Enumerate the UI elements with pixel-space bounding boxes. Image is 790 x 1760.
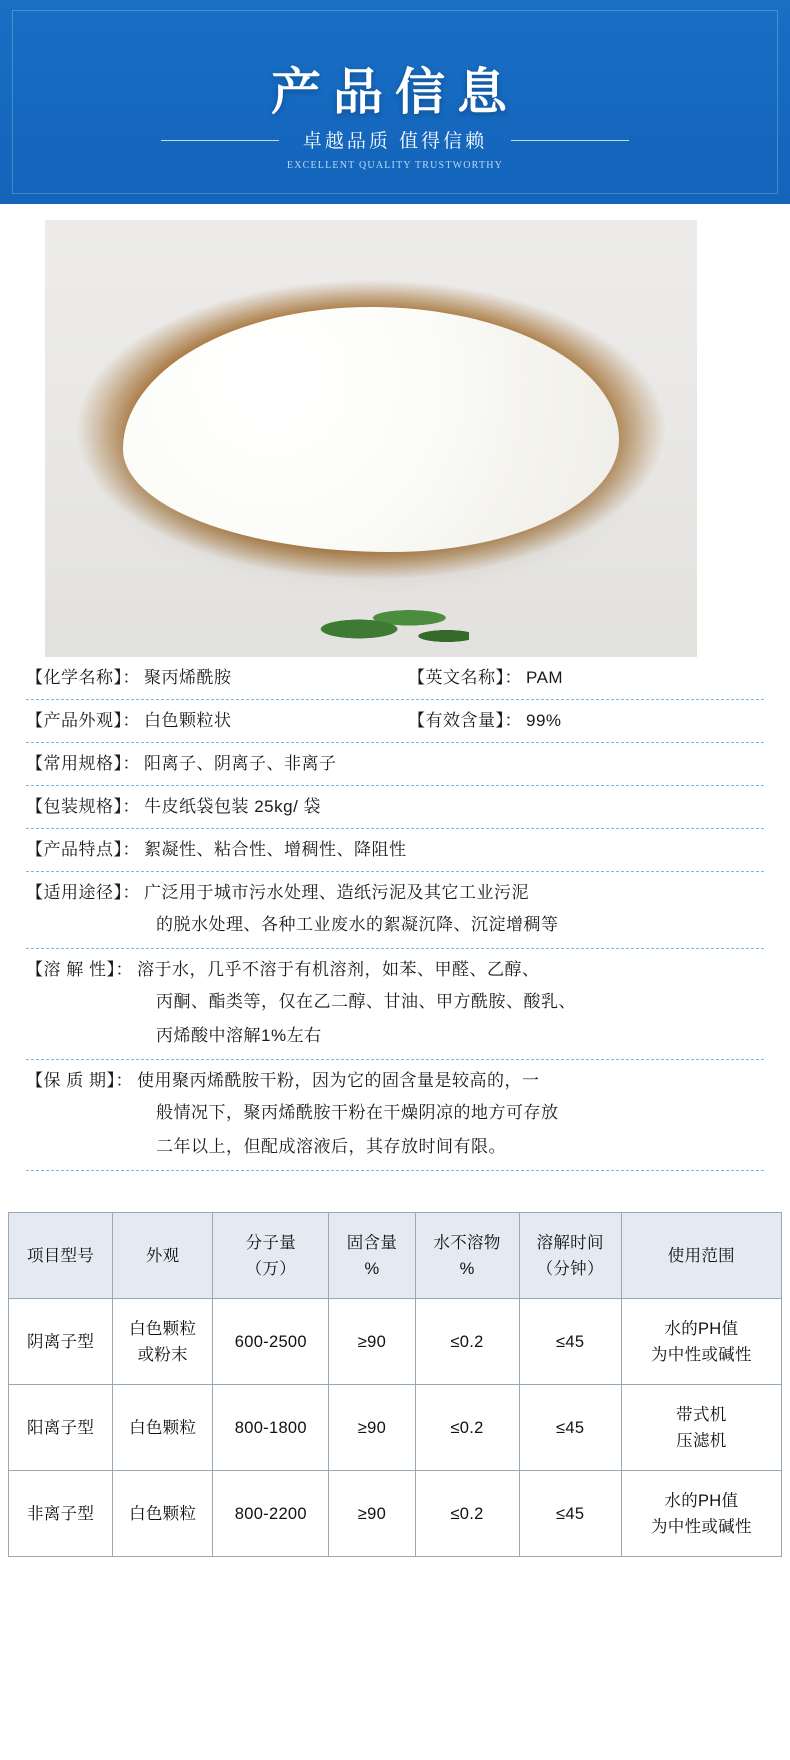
column-header-line: 水不溶物 xyxy=(433,1233,501,1252)
spec-row xyxy=(26,955,764,1060)
cell-usage xyxy=(621,1299,781,1385)
cell-solid-content: ≥90 xyxy=(329,1385,415,1471)
cell-appearance xyxy=(113,1385,213,1471)
product-photo-image xyxy=(45,220,697,657)
spec-row xyxy=(26,706,764,743)
spec-label: 【包装规格】： xyxy=(26,797,140,816)
column-header-line: 固含量 xyxy=(346,1233,398,1252)
cell-insoluble: ≤0.2 xyxy=(415,1471,519,1557)
column-header-solid-content xyxy=(329,1213,415,1299)
specification-list xyxy=(26,663,764,1177)
page-title: 产品信息 xyxy=(271,64,519,120)
spec-value-continued: 二年以上，但配成溶液后，其存放时间有限。 xyxy=(156,1137,506,1156)
parameter-table xyxy=(8,1212,782,1557)
cell-insoluble: ≤0.2 xyxy=(415,1299,519,1385)
cell-line: 白色颗粒 xyxy=(129,1418,197,1437)
cell-line: 为中性或碱性 xyxy=(650,1517,752,1536)
granule-pile xyxy=(123,307,619,552)
spec-value-secondary: PAM xyxy=(526,668,564,687)
spec-value: 溶于水，几乎不溶于有机溶剂，如苯、甲醛、乙醇、 xyxy=(136,960,540,979)
spec-value: 牛皮纸袋包装 25kg/ 袋 xyxy=(144,797,322,816)
spec-row xyxy=(26,878,764,949)
cell-line: 压滤机 xyxy=(676,1431,727,1450)
banner-subtitle-wrap xyxy=(0,126,790,153)
column-header-dissolve-time xyxy=(519,1213,621,1299)
spec-row xyxy=(26,792,764,829)
cell-dissolve-time: ≤45 xyxy=(519,1299,621,1385)
cell-model: 阳离子型 xyxy=(9,1385,113,1471)
spec-value: 使用聚丙烯酰胺干粉，因为它的固含量是较高的，一 xyxy=(136,1071,540,1090)
banner-subtitle: 卓越品质 值得信赖 xyxy=(269,126,521,153)
spec-label: 【保 质 期】： xyxy=(26,1071,133,1090)
page-banner xyxy=(0,0,790,204)
column-header-line: 分子量 xyxy=(245,1233,297,1252)
table-row xyxy=(9,1471,782,1557)
cell-line: 为中性或碱性 xyxy=(650,1345,752,1364)
spec-value: 阳离子、阴离子、非离子 xyxy=(144,754,337,773)
cell-molecular-weight: 600-2500 xyxy=(213,1299,329,1385)
column-header-appearance: 外观 xyxy=(113,1213,213,1299)
column-header-insoluble xyxy=(415,1213,519,1299)
product-photo xyxy=(45,220,697,657)
spec-value: 絮凝性、粘合性、增稠性、降阻性 xyxy=(144,840,407,859)
spec-label: 【化学名称】： xyxy=(26,668,140,687)
cell-dissolve-time: ≤45 xyxy=(519,1385,621,1471)
table-row xyxy=(9,1299,782,1385)
cell-line: 白色颗粒 xyxy=(129,1319,197,1338)
cell-insoluble: ≤0.2 xyxy=(415,1385,519,1471)
column-header-molecular-weight xyxy=(213,1213,329,1299)
cell-solid-content: ≥90 xyxy=(329,1471,415,1557)
column-header-usage: 使用范围 xyxy=(621,1213,781,1299)
spec-label: 【产品特点】： xyxy=(26,840,140,859)
cell-molecular-weight: 800-2200 xyxy=(213,1471,329,1557)
spec-label: 【产品外观】： xyxy=(26,711,140,730)
spec-value: 白色颗粒状 xyxy=(144,711,232,730)
spec-value-continued: 丙酮、酯类等，仅在乙二醇、甘油、甲方酰胺、酸乳、 xyxy=(156,992,576,1011)
spec-row xyxy=(26,749,764,786)
spec-value-secondary: 99% xyxy=(526,711,562,730)
spec-value-continued: 的脱水处理、各种工业废水的絮凝沉降、沉淀增稠等 xyxy=(156,915,559,934)
column-header-line: （分钟） xyxy=(536,1259,604,1278)
cell-model: 非离子型 xyxy=(9,1471,113,1557)
cell-appearance xyxy=(113,1299,213,1385)
cell-line: 白色颗粒 xyxy=(129,1504,197,1523)
cell-line: 带式机 xyxy=(676,1405,727,1424)
spec-label-secondary: 【英文名称】： xyxy=(408,668,522,687)
spec-row xyxy=(26,835,764,872)
spec-row xyxy=(26,1066,764,1171)
table-header-row xyxy=(9,1213,782,1299)
cell-molecular-weight: 800-1800 xyxy=(213,1385,329,1471)
spec-value-continued: 般情况下，聚丙烯酰胺干粉在干燥阴凉的地方可存放 xyxy=(156,1103,559,1122)
spec-value: 广泛用于城市污水处理、造纸污泥及其它工业污泥 xyxy=(144,883,529,902)
column-header-line: （万） xyxy=(245,1259,297,1278)
table-row xyxy=(9,1385,782,1471)
cell-solid-content: ≥90 xyxy=(329,1299,415,1385)
column-header-model: 项目型号 xyxy=(9,1213,113,1299)
spec-row xyxy=(26,663,764,700)
banner-english-subtitle: EXCELLENT QUALITY TRUSTWORTHY xyxy=(286,160,504,171)
cell-appearance xyxy=(113,1471,213,1557)
spec-value-continued: 丙烯酸中溶解1%左右 xyxy=(156,1026,322,1045)
spec-label: 【适用途径】： xyxy=(26,883,140,902)
cell-usage xyxy=(621,1471,781,1557)
cell-line: 水的PH值 xyxy=(664,1491,739,1510)
spec-label: 【溶 解 性】： xyxy=(26,960,133,979)
column-header-line: 溶解时间 xyxy=(536,1233,604,1252)
column-header-line: % xyxy=(459,1259,475,1278)
decorative-leaf xyxy=(312,587,468,657)
cell-model: 阴离子型 xyxy=(9,1299,113,1385)
cell-dissolve-time: ≤45 xyxy=(519,1471,621,1557)
column-header-line: % xyxy=(364,1259,380,1278)
cell-line: 或粉末 xyxy=(137,1345,188,1364)
cell-usage xyxy=(621,1385,781,1471)
spec-label-secondary: 【有效含量】： xyxy=(408,711,522,730)
spec-label: 【常用规格】： xyxy=(26,754,140,773)
spec-value: 聚丙烯酰胺 xyxy=(144,668,232,687)
cell-line: 水的PH值 xyxy=(664,1319,739,1338)
